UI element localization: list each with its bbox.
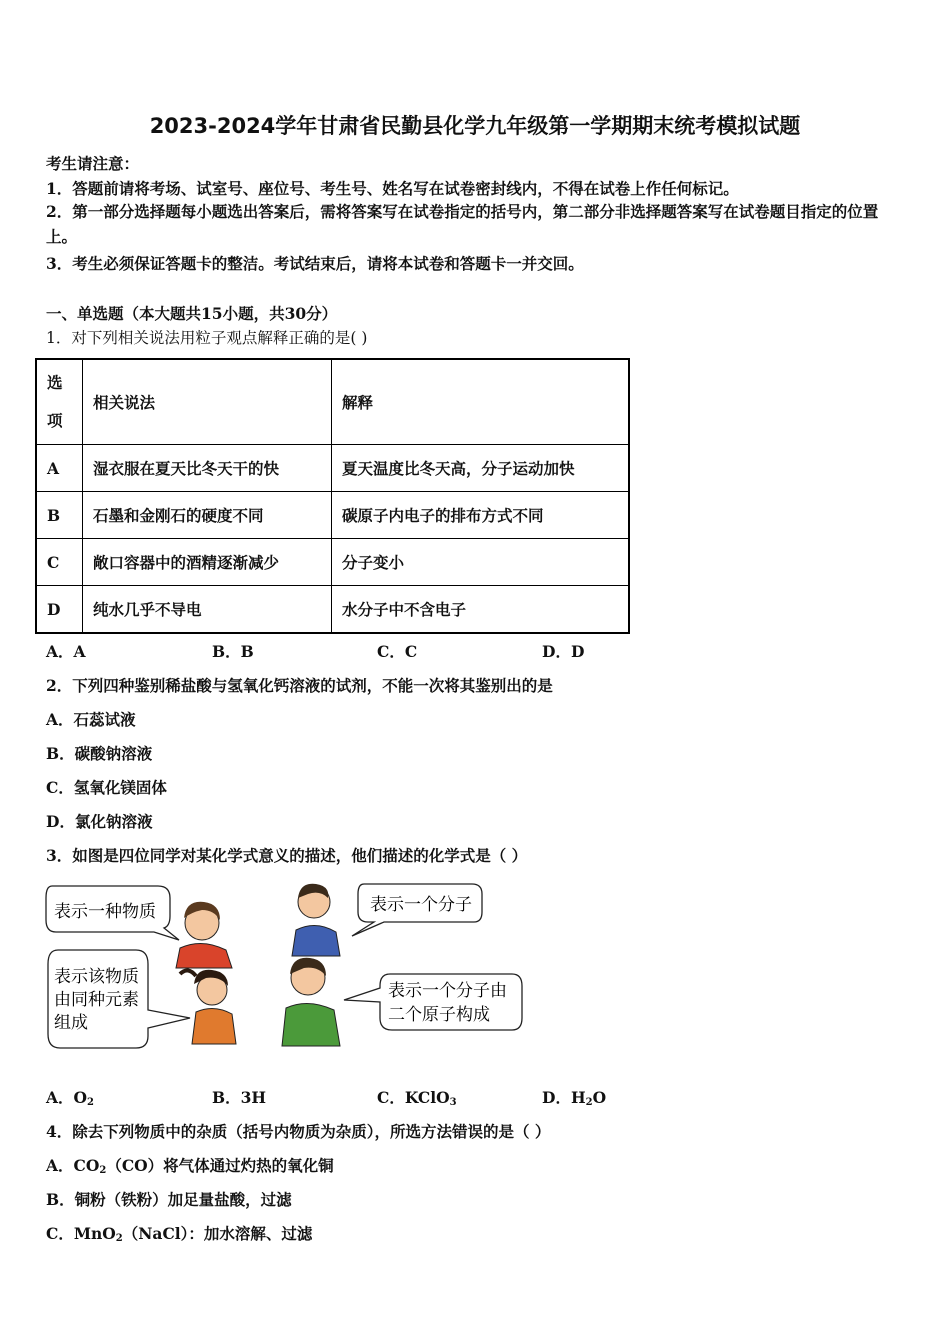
question-2-stem: 2．下列四种鉴别稀盐酸与氢氧化钙溶液的试剂，不能一次将其鉴别出的是: [46, 676, 553, 695]
header-option-cell: 选 项: [36, 359, 83, 445]
question-1-table: [35, 358, 630, 634]
question-4-stem: 4．除去下列物质中的杂质（括号内物质为杂质），所选方法错误的是（ ）: [46, 1122, 551, 1141]
question-2-option-b[interactable]: B．碳酸钠溶液: [46, 744, 153, 763]
speech-bubble-2: [352, 884, 482, 936]
table-row: [36, 539, 629, 586]
option-letter: C: [36, 539, 83, 586]
section-heading: 一、单选题（本大题共15小题，共30分）: [46, 304, 338, 323]
question-1-choice-a[interactable]: A．A: [46, 642, 86, 661]
header-explanation-cell: 解释: [332, 359, 630, 445]
girl-figure-icon: [176, 902, 232, 968]
option-letter: B: [36, 492, 83, 539]
bubble-4-line-2: 二个原子构成: [388, 1005, 490, 1025]
question-4-option-c[interactable]: C．MnO$_2$（NaCl）：加水溶解、过滤: [46, 1224, 313, 1244]
question-3-stem: 3．如图是四位同学对某化学式意义的描述，他们描述的化学式是（ ）: [46, 846, 528, 865]
question-2-option-a[interactable]: A．石蕊试液: [46, 710, 136, 729]
speech-bubble-3: [48, 950, 190, 1048]
girl-figure-icon-2: [180, 970, 236, 1044]
question-2-option-d[interactable]: D．氯化钠溶液: [46, 812, 153, 831]
bubble-3-line-2: 由同种元素: [54, 990, 139, 1010]
question-3-choice-b[interactable]: B．3H: [212, 1088, 267, 1107]
option-explanation: 碳原子内电子的排布方式不同: [332, 492, 630, 539]
notice-heading: 考生请注意：: [46, 154, 140, 173]
exam-title: 2023-2024学年甘肃省民勤县化学九年级第一学期期末统考模拟试题: [149, 114, 801, 138]
bubble-4-line-1: 表示一个分子由: [388, 981, 507, 1001]
question-3-choice-c[interactable]: C．KClO$_3$: [377, 1088, 457, 1108]
notice-item-2: 2．第一部分选择题每小题选出答案后，需将答案写在试卷指定的括号内，第二部分非选择题答案写在试卷题目指定的位置上。: [46, 202, 879, 246]
table-row: [36, 586, 629, 634]
bubble-2-text: 表示一个分子: [370, 895, 472, 915]
question-1-stem: 1．对下列相关说法用粒子观点解释正确的是( ): [46, 329, 368, 347]
option-letter: A: [36, 445, 83, 492]
option-letter: D: [36, 586, 83, 634]
table-row: [36, 492, 629, 539]
option-explanation: 分子变小: [332, 539, 630, 586]
question-3-choice-d[interactable]: D．$H_2O$: [542, 1088, 607, 1108]
bubble-3-line-3: 组成: [54, 1013, 88, 1033]
notice-item-3: 3．考生必须保证答题卡的整洁。考试结束后，请将本试卷和答题卡一并交回。: [46, 254, 584, 273]
question-4-option-b[interactable]: B．铜粉（铁粉）加足量盐酸，过滤: [46, 1190, 292, 1209]
option-explanation: 水分子中不含电子: [332, 586, 630, 634]
table-row: [36, 445, 629, 492]
question-4-option-a[interactable]: A．$CO_2(CO)$将气体通过灼热的氧化铜: [46, 1156, 334, 1176]
boy-figure-icon-1: [292, 884, 340, 956]
boy-figure-icon-2: [282, 958, 340, 1046]
question-1-choice-c[interactable]: C．C: [377, 642, 418, 661]
option-statement: 湿衣服在夏天比冬天干的快: [83, 445, 332, 492]
option-explanation: 夏天温度比冬天高，分子运动加快: [332, 445, 630, 492]
notice-item-1: 1．答题前请将考场、试室号、座位号、考生号、姓名写在试卷密封线内，不得在试卷上作任何标记。: [46, 179, 739, 198]
option-statement: 纯水几乎不导电: [83, 586, 332, 634]
speech-bubble-1: [46, 886, 179, 940]
question-3-choice-a[interactable]: A．$O_2$: [46, 1088, 94, 1108]
students-illustration: [44, 878, 534, 1053]
option-statement: 石墨和金刚石的硬度不同: [83, 492, 332, 539]
option-statement: 敞口容器中的酒精逐渐减少: [83, 539, 332, 586]
question-1-choice-b[interactable]: B．B: [212, 642, 254, 661]
table-header-row: [36, 359, 629, 445]
speech-bubble-4: [344, 974, 522, 1030]
question-2-option-c[interactable]: C．氢氧化镁固体: [46, 778, 167, 797]
question-1-choice-d[interactable]: D．D: [542, 642, 585, 661]
bubble-1-text: 表示一种物质: [54, 902, 156, 922]
header-statement-cell: 相关说法: [83, 359, 332, 445]
bubble-3-line-1: 表示该物质: [54, 967, 139, 987]
